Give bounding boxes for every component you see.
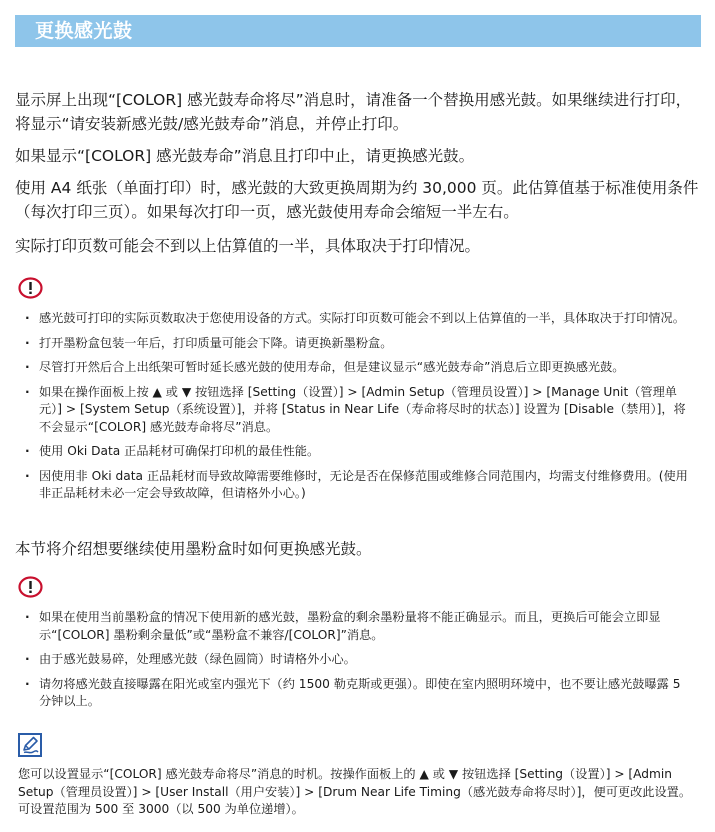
list-item: · 尽管打开然后合上出纸架可暂时延长感光鼓的使用寿命，但是建议显示“感光鼓寿命”消息后立即更换感光鼓。: [25, 359, 695, 377]
list-item: · 请勿将感光鼓直接曝露在阳光或室内强光下（约 1500 勒克斯或更强）。即使在室内照明环境中，也不要让感光鼓曝露 5 分钟以上。: [25, 676, 695, 711]
list-item: · 如果在操作面板上按 ▲ 或 ▼ 按钮选择 [Setting（设置）] > [Admin Setup（管理员设置）] > [Manage Unit（管理单元）] > [System Setup（系统设置）]，并将 [Status in Near Life（寿命将尽时的状态）] 设置为 [Disable（禁用）]，将不会显示“[COLOR] 感光鼓寿命将尽”消息。: [25, 384, 695, 437]
intro-paragraph-1: 显示屏上出现“[COLOR] 感光鼓寿命将尽”消息时，请准备一个替换用感光鼓。如果继续进行打印，将显示“请安装新感光鼓/感光鼓寿命”消息，并停止打印。: [15, 91, 692, 133]
memo-text: 您可以设置显示“[COLOR] 感光鼓寿命将尽”消息的时机。按操作面板上的 ▲ 或 ▼ 按钮选择 [Setting（设置）] > [Admin Setup（管理员设置）] > [User Install（用户安装）] > [Drum Near Life Timing（感光鼓寿命将尽时）]，便可更改此设置。可设置范围为 500 至 3000（以 500 为单位递增）。: [18, 767, 692, 816]
list-item: · 如果在使用当前墨粉盒的情况下使用新的感光鼓，墨粉盒的剩余墨粉量将不能正确显示。而且，更换后可能会立即显示“[COLOR] 墨粉剩余量低”或“墨粉盒不兼容/[COLOR]”消息。: [25, 609, 695, 644]
memo-pen-icon: [18, 733, 42, 757]
page-title: 更换感光鼓: [35, 20, 133, 42]
list-item: · 由于感光鼓易碎，处理感光鼓（绿色圆筒）时请格外小心。: [25, 651, 695, 669]
list-item: · 使用 Oki Data 正品耗材可确保打印机的最佳性能。: [25, 443, 695, 461]
section-intro: 本节将介绍想要继续使用墨粉盒时如何更换感光鼓。: [15, 540, 372, 558]
intro-paragraph-2: 如果显示“[COLOR] 感光鼓寿命”消息且打印中止，请更换感光鼓。: [15, 147, 475, 165]
list-item: · 因使用非 Oki data 正品耗材而导致故障需要维修时，无论是否在保修范围或维修合同范围内，均需支付维修费用。(使用非正品耗材未必一定会导致故障，但请格外小心。): [25, 468, 695, 503]
list-item: · 感光鼓可打印的实际页数取决于您使用设备的方式。实际打印页数可能会不到以上估算值的一半，具体取决于打印情况。: [25, 310, 695, 328]
caution-list-2: [25, 609, 695, 718]
list-item: · 打开墨粉盒包装一年后，打印质量可能会下降。请更换新墨粉盒。: [25, 335, 695, 353]
caution-list-1: [25, 310, 695, 510]
intro-paragraph-3: 使用 A4 纸张（单面打印）时，感光鼓的大致更换周期为约 30,000 页。此估算值基于标准使用条件（每次打印三页）。如果每次打印一页，感光鼓使用寿命会缩短一半左右。: [15, 179, 699, 221]
caution-icon: [18, 277, 43, 299]
section-title-bar: [15, 15, 701, 47]
intro-paragraph-4: 实际打印页数可能会不到以上估算值的一半，具体取决于打印情况。: [15, 237, 481, 255]
caution-icon: [18, 576, 43, 598]
